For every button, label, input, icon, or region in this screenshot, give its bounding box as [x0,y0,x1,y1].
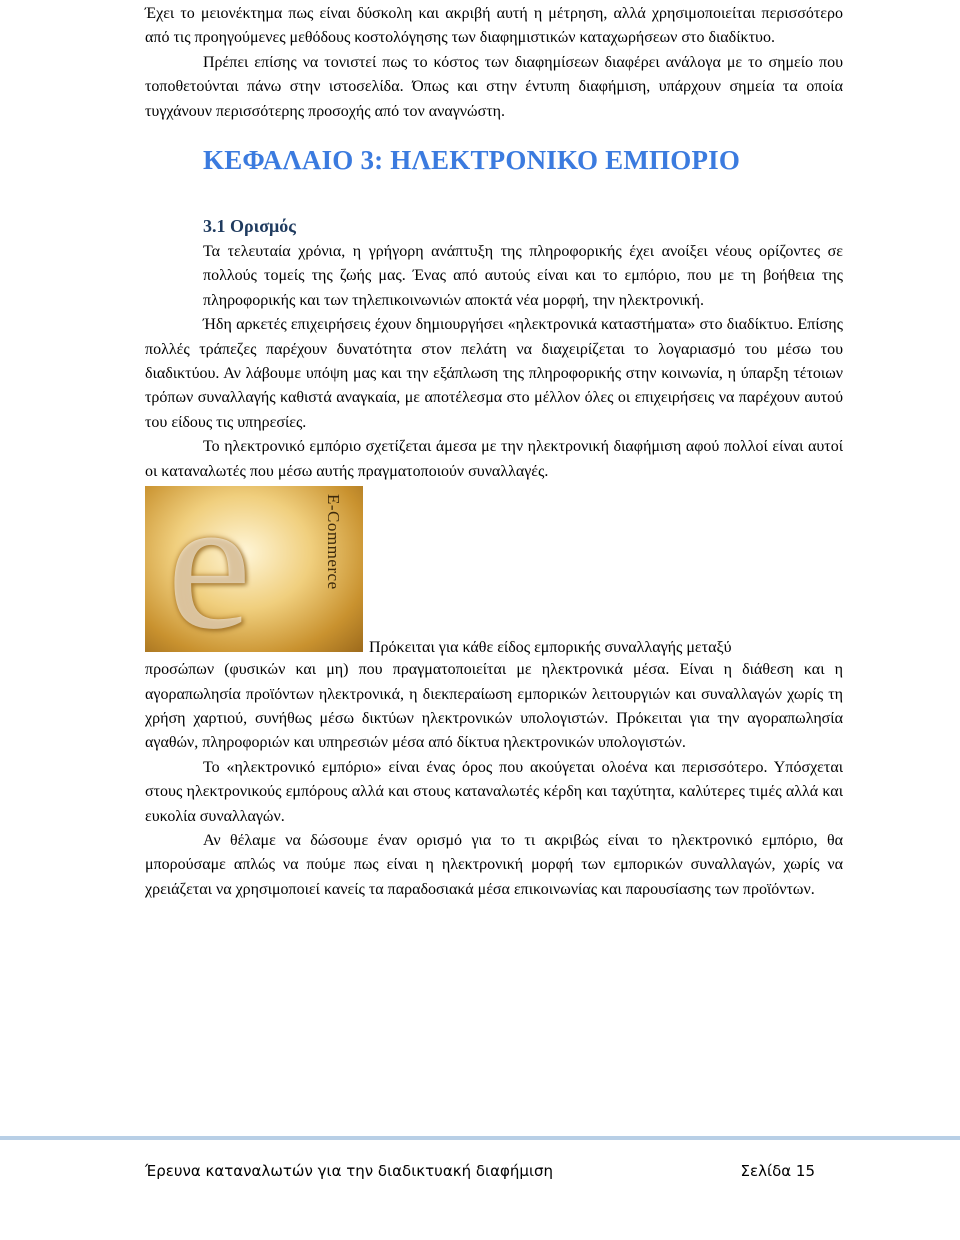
paragraph-intro: Τα τελευταία χρόνια, η γρήγορη ανάπτυξη της πληροφορικής έχει ανοίξει νέους ορίζοντες σε πολλούς τομείς της ζωής μας. Ένας από αυτούς είναι και το εμπόριο, που με τη βοήθεια της πληροφορικής και των τηλεπικοινωνιών αποκτά νέα μορφή, την ηλεκτρονική. [203,243,843,309]
paragraph-term: Το «ηλεκτρονικό εμπόριο» είναι ένας όρος που ακούγεται ολοένα και περισσότερο. Υπόσχεται στους ηλεκτρονικούς εμπόρους αλλά και στους καταναλωτές κέρδη και ταχύτητα, καλύτερες τιμές αλλά και ευκολία συναλλαγών. [145,758,843,825]
paragraph-cost-measurement: Έχει το μειονέκτημα πως είναι δύσκολη και ακριβή αυτή η μέτρηση, αλλά χρησιμοποιείται περισσότερο από τις προηγούμενες μεθόδους κοστολόγησης των διαφημιστικών καταχωρήσεων στο διαδίκτυο. [145,5,843,47]
chapter-title: ΚΕΦΑΛΑΙΟ 3: ΗΛΕΚΤΡΟΝΙΚΟ ΕΜΠΟΡΙΟ [203,145,741,176]
paragraph-eshops: Ήδη αρκετές επιχειρήσεις έχουν δημιουργήσει «ηλεκτρονικά καταστήματα» στο διαδίκτυο. Επίσης πολλές τράπεζες παρέχουν δυνατότητα στον πελάτη να διαχειρίζεται το λογαριασμό του μέσω του διαδικτύου. Αν λάβουμε υπόψη μας και την εξάπλωση της πληροφορικής στην κοινωνία, η ύπαρξη τέτοιων τρόπων συναλλαγής καθιστά αναγκαία, με αποτέλεσμα στο μέλλον όλες οι επιχειρήσεις να παρέχουν αυτού του είδους τις υπηρεσίες. [145,316,843,431]
ecommerce-image [145,486,363,652]
paragraph-definition: προσώπων (φυσικών και μη) που πραγματοποιείται με ηλεκτρονικά μέσα. Είναι η διάθεση και η αγοραπωλησία προϊόντων ηλεκτρονικά, η διεκπεραίωση εμπορικών λειτουργιών και συναλλαγών χωρίς τη χρήση χαρτιού, συνήθως μέσω δικτύων ηλεκτρονικών υπολογιστών. Πρόκειται για την αγοραπωλησία αγαθών, πληροφοριών και υπηρεσιών μέσα από δίκτυα ηλεκτρονικών υπολογιστών. [145,661,843,752]
paragraph-precise-definition: Αν θέλαμε να δώσουμε έναν ορισμό για το τι ακριβώς είναι το ηλεκτρονικό εμπόριο, θα μπορούσαμε απλώς να πούμε πως είναι η ηλεκτρονική μορφή των εμπορικών συναλλαγών, χωρίς να χρειάζεται να χρησιμοποιεί κανείς τα παραδοσιακά μέσα επικοινωνίας και παρουσίασης των προϊόντων. [145,831,843,898]
ecommerce-image-label: E-Commerce [324,494,343,590]
paragraph-ecommerce-ads: Το ηλεκτρονικό εμπόριο σχετίζεται άμεσα με την ηλεκτρονική διαφήμιση αφού πολλοί είναι αυτοί οι καταναλωτές που μέσω αυτής πραγματοποιούν συναλλαγές. [145,438,843,480]
paragraph-ad-placement: Πρέπει επίσης να τονιστεί πως το κόστος των διαφημίσεων διαφέρει ανάλογα με το σημείο που τοποθετούνται πάνω στην ιστοσελίδα. Όπως και στην έντυπη διαφήμιση, υπάρχουν σημεία τα οποία τυγχάνουν περισσότερης προσοχής από τον αναγνώστη. [145,53,843,120]
ecommerce-e-letter: e [167,486,252,653]
page-content [145,0,843,902]
section-heading: 3.1 Ορισμός [203,216,296,237]
footer-page-number: Σελίδα 15 [740,1162,815,1180]
page-footer [145,1162,815,1180]
figure-row [145,486,843,658]
figure-side-text: Πρόκειται για κάθε είδος εμπορικής συναλλαγής μεταξύ [369,638,732,656]
footer-rule-gap [0,1140,960,1142]
footer-title: Έρευνα καταναλωτών για την διαδικτυακή διαφήμιση [145,1162,554,1180]
